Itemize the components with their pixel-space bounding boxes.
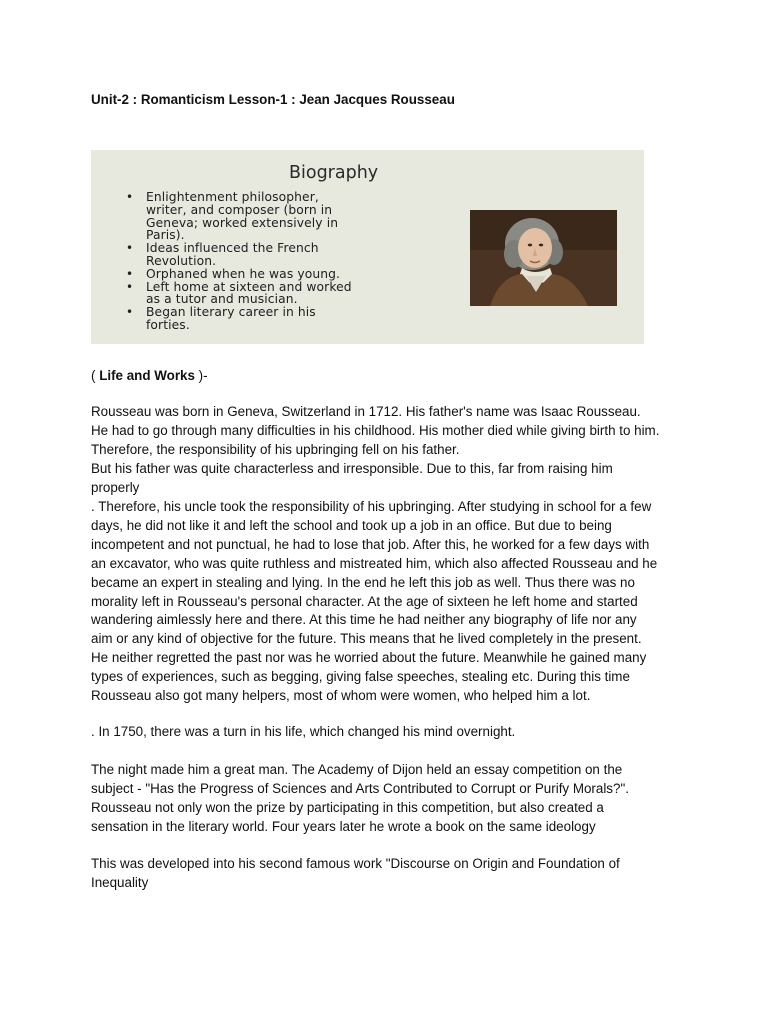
biography-bullet-line: writer, and composer (born in [146,202,333,217]
paragraph-line: Rousseau not only won the prize by participating in this competition, but also created a [91,799,604,815]
biography-heading: Biography [289,163,379,183]
paragraph-line: . Therefore, his uncle took the responsibility of his upbringing. After studying in school for a few [91,498,652,514]
paragraph-line: properly [91,479,140,495]
biography-bullet [124,268,469,281]
bullet-icon: • [126,190,134,204]
portrait-illustration [470,210,617,306]
section-heading [91,368,208,383]
paragraph-turn [91,723,691,742]
paragraph-line: He neither regretted the past nor was he worried about the future. Meanwhile he gained many [91,650,647,666]
section-heading-bold: Life and Works [99,368,195,383]
biography-bullet [124,191,469,242]
paragraph-line: days, he did not like it and left the school and took up a job in an office. But due to being [91,517,612,533]
paragraph-line: Inequality [91,874,149,890]
paragraph-line: incompetent and not punctual, he had to lose that job. After this, he worked for a few days with [91,536,650,552]
paragraph-line: Rousseau was born in Geneva, Switzerland in 1712. His father's name was Isaac Rousseau. [91,404,641,419]
paragraph-line: sensation in the literary world. Four years later he wrote a book on the same ideology [91,818,596,834]
biography-bullet-line: Enlightenment philosopher, [146,190,319,204]
paragraph-line: wandering aimlessly here and there. At this time he had neither any biography of life nor any [91,612,637,628]
paragraph-line: This was developed into his second famous work "Discourse on Origin and Foundation of [91,856,620,871]
section-heading-open: ( [91,368,100,383]
paragraph-discourse [91,855,691,893]
paragraph-line: The night made him a great man. The Academy of Dijon held an essay competition on the [91,762,623,777]
paragraph-line: subject - "Has the Progress of Sciences and Arts Contributed to Corrupt or Purify Morals?". [91,780,629,796]
paragraph-line: But his father was quite characterless and irresponsible. Due to this, far from raising him [91,460,613,476]
paragraph-line: He had to go through many difficulties in his childhood. His mother died while giving birth to him. [91,422,660,438]
biography-bullet-line: Orphaned when he was young. [146,266,341,281]
paragraph-line: Therefore, the responsibility of his upbringing fell on his father. [91,441,460,457]
biography-bullet-line: as a tutor and musician. [146,292,298,307]
biography-bullet-line: forties. [146,317,190,332]
rousseau-portrait-image [470,210,617,306]
bullet-icon: • [126,305,134,320]
bullet-icon: • [126,279,134,294]
biography-bullet-line: Began literary career in his [146,305,316,320]
paragraph-line: types of experiences, such as begging, giving false speeches, stealing etc. During this time [91,669,630,685]
biography-list [124,191,469,332]
paragraph-line: an excavator, who was quite ruthless and mistreated him, which also affected Rousseau and he [91,555,658,571]
bullet-icon: • [126,266,134,281]
paragraph-line: became an expert in stealing and lying. In the end he left this job as well. Thus there was no [91,574,635,590]
page-title: Unit-2 : Romanticism Lesson-1 : Jean Jacques Rousseau [91,92,455,107]
biography-bullet-line: Revolution. [146,253,217,268]
paragraph-line: Rousseau also got many helpers, most of whom were women, who helped him a lot. [91,688,591,704]
biography-bullet [124,281,469,307]
paragraph-line: . In 1750, there was a turn in his life, which changed his mind overnight. [91,724,516,739]
paragraph-line: morality left in Rousseau's personal character. At the age of sixteen he left home and started [91,593,638,609]
paragraph-line: aim or any kind of objective for the future. This means that he lived completely in the present. [91,631,642,647]
biography-bullet [124,306,469,332]
biography-bullet-line: Ideas influenced the French [146,241,319,256]
biography-bullet [124,242,469,268]
section-heading-close: )- [194,368,208,383]
paragraph-life [91,403,691,706]
paragraph-dijon [91,761,691,837]
biography-bullet-line: Left home at sixteen and worked [146,279,352,294]
bullet-icon: • [126,241,134,256]
biography-bullet-line: Geneva; worked extensively in [146,215,339,230]
biography-bullet-line: Paris). [146,228,185,243]
